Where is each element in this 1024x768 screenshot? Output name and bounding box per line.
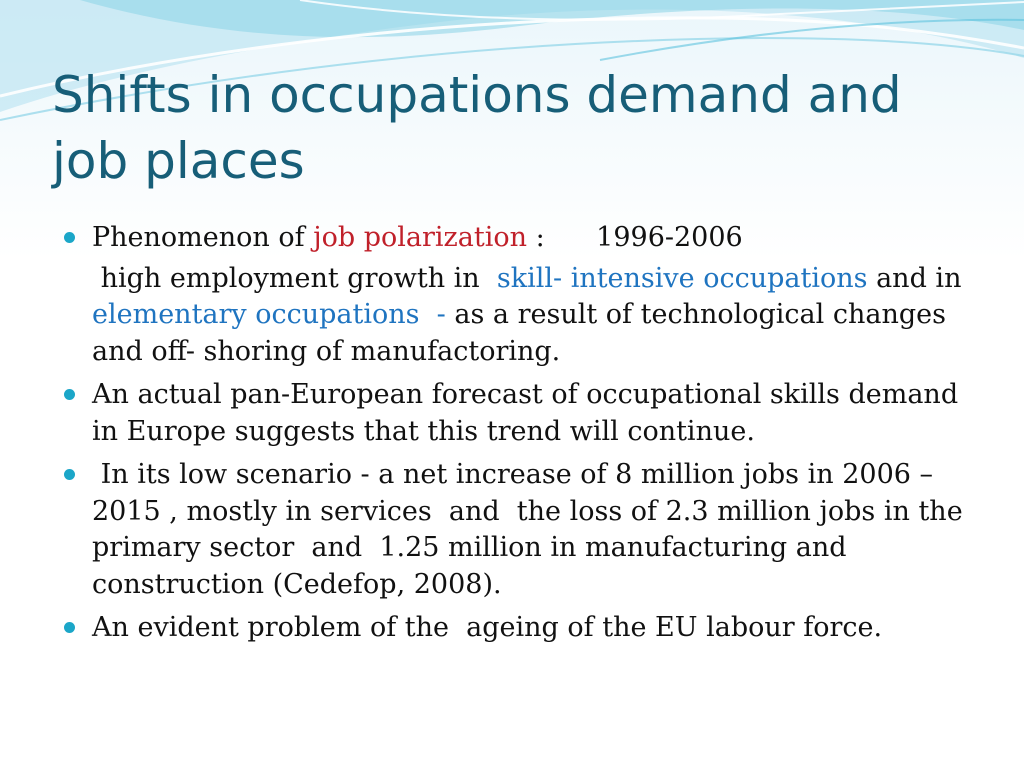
bullet-dot-icon [64, 622, 75, 633]
bullet-item-low-scenario [62, 457, 992, 603]
slide-content [62, 220, 992, 654]
bullet-text: Phenomenon of [92, 222, 314, 253]
highlight-elementary-occupations: elementary occupations - [92, 299, 446, 330]
bullet-text: An evident problem of the ageing of the EU labour force. [92, 612, 883, 643]
bullet-dot-icon [64, 389, 75, 400]
bullet-text: An actual pan-European forecast of occupational skills demand in Europe suggests that this trend will continue. [92, 379, 959, 447]
slide-title: Shifts in occupations demand and job places [52, 66, 902, 190]
highlight-skill-intensive-occupations: skill- intensive occupations [496, 262, 868, 294]
bullet-item-forecast [62, 377, 992, 450]
bullet-dot-icon [64, 232, 75, 243]
bullet-text: In its low scenario - a net increase of 8 million jobs in 2006 – 2015 , mostly in services and the loss of 2.3 million jobs in the primary sector and 1.25 million in manufacturing and construction (Cedefop, 2008). [92, 459, 972, 600]
bullet-item-ageing [62, 610, 992, 647]
bullet-item-job-polarization [62, 220, 992, 257]
bullet-continuation-employment-growth [62, 261, 992, 371]
continuation-text: as a result of technological changes and off- shoring of manufactoring. [92, 299, 946, 367]
highlight-job-polarization: job polarization [313, 222, 527, 253]
bullet-dot-icon [64, 469, 75, 480]
bullet-text-date-range: : 1996-2006 [526, 222, 743, 253]
continuation-text: and in [867, 262, 962, 294]
continuation-text: high employment growth in [92, 262, 497, 294]
